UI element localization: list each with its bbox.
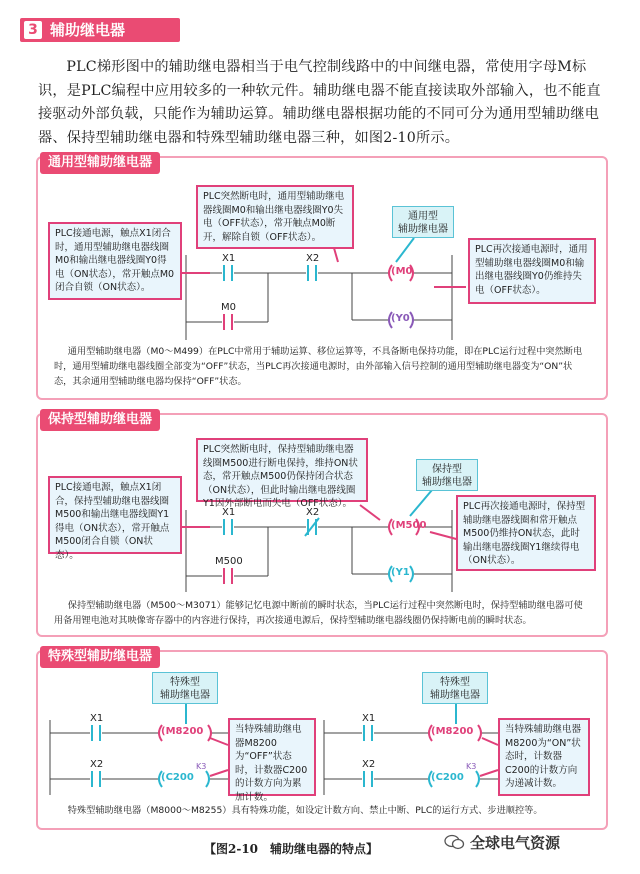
figure-caption: 【图2-10 辅助继电器的特点】 [204, 842, 379, 856]
general-tab: 通用型辅助继电器 [40, 152, 160, 174]
special-note-left: 当特殊辅助继电器M8200为“OFF”状态时，计数器C200的计数方向为累加计数。 [228, 718, 316, 796]
general-contact-m0: M0 [221, 302, 236, 313]
general-description: 通用型辅助继电器（M0～M499）在PLC中常用于辅助运算、移位运算等，不具备断电保持功能，即在PLC运行过程中突然断电时，通用型辅助继电器线圈全部变为“OFF”状态，当PLC再次接通电源时，由外部输入信号控制的通用型辅助继电器变为“ON”状态，其余通用型辅助继电器均保持“OFF”状态。 [54, 346, 583, 387]
latched-contact-m500: M500 [215, 556, 243, 567]
wechat-icon [444, 834, 464, 850]
latched-contact-x1: X1 [222, 507, 236, 518]
general-tag: 通用型 辅助继电器 [392, 206, 454, 238]
special-description: 特殊型辅助继电器（M8000～M8255）具有特殊功能，如设定计数方向、禁止中断、PLC的运行方式、步进顺控等。 [67, 805, 543, 816]
special-right-coil-c200: (C200 [431, 772, 464, 783]
general-note-top: PLC突然断电时，通用型辅助继电器线圈M0和输出继电器线圈Y0失电（OFF状态），常开触点M0断开，解除自锁（OFF状态）。 [196, 185, 354, 249]
intro-paragraph: PLC梯形图中的辅助继电器相当于电气控制线路中的中间继电器，常使用字母M标识，是PLC编程中应用较多的一种软元件。辅助继电器不能直接读取外部输入，也不能直接驱动外部负载，只能作为辅助运算。辅助继电器根据功能的不同可分为通用型辅助继电器、保持型辅助继电器和特殊型辅助继电器三种，如图2-10所示。 [38, 59, 601, 146]
special-note-right: 当特殊辅助继电器M8200为“ON”状态时，计数器C200的计数方向为递减计数。 [498, 718, 590, 796]
latched-tab: 保持型辅助继电器 [40, 409, 160, 431]
special-tag-right: 特殊型 辅助继电器 [422, 672, 488, 704]
latched-note-right: PLC再次接通电源时，保持型辅助继电器线圈和常开触点M500仍维持ON状态，此时输出继电器线圈Y1继续得电（ON状态）。 [456, 495, 596, 571]
special-left-contact-x1: X1 [90, 713, 104, 724]
latched-coil-m500: (M500 [391, 520, 427, 531]
latched-note-left: PLC接通电源，触点X1闭合，保持型辅助继电器线圈M500和输出继电器线圈Y1得电（ON状态），常开触点M500闭合自锁（ON状态）。 [48, 476, 182, 554]
special-right-coil-m8200: (M8200 [431, 726, 474, 737]
special-left-contact-x2: X2 [90, 759, 104, 770]
general-note-right: PLC再次接通电源时，通用型辅助继电器线圈M0和输出继电器线圈Y0仍维持失电（OFF状态）。 [468, 238, 596, 304]
latched-note-top: PLC突然断电时，保持型辅助继电器线圈M500进行断电保持，维持ON状态，常开触点M500仍保持闭合状态（ON状态），但此时输出继电器线圈Y1因外部断电而失电（OFF状态）。 [196, 438, 368, 502]
general-note-left: PLC接通电源，触点X1闭合时，通用型辅助继电器线圈M0和输出继电器线圈Y0得电（ON状态），常开触点M0闭合自锁（ON状态）。 [48, 222, 182, 300]
special-left-coil-c200: (C200 [161, 772, 194, 783]
special-tab: 特殊型辅助继电器 [40, 646, 160, 668]
special-left-k-label: K3 [196, 762, 207, 771]
general-contact-x1: X1 [222, 253, 236, 264]
general-coil-m0: (M0 [391, 266, 413, 277]
special-left-coil-m8200: (M8200 [161, 726, 204, 737]
general-coil-y0: (Y0 [391, 313, 410, 324]
latched-description: 保持型辅助继电器（M500～M3071）能够记忆电源中断前的瞬时状态，当PLC运行过程中突然断电时，保持型辅助继电器可使用备用锂电池对其映像寄存器中的内容进行保持，再次接通电源后，保持型辅助继电器线圈仍保持断电前的瞬时状态。 [54, 600, 583, 626]
section-number: 3 [24, 21, 42, 39]
special-right-contact-x2: X2 [362, 759, 376, 770]
latched-coil-y1: (Y1 [391, 567, 410, 578]
general-contact-x2: X2 [306, 253, 320, 264]
watermark: 全球电气资源 [470, 834, 561, 852]
section-title: 辅助继电器 [50, 21, 126, 39]
special-tag-left: 特殊型 辅助继电器 [152, 672, 218, 704]
latched-contact-x2: X2 [306, 507, 320, 518]
special-right-contact-x1: X1 [362, 713, 376, 724]
special-right-k-label: K3 [466, 762, 477, 771]
latched-tag: 保持型 辅助继电器 [416, 459, 478, 491]
